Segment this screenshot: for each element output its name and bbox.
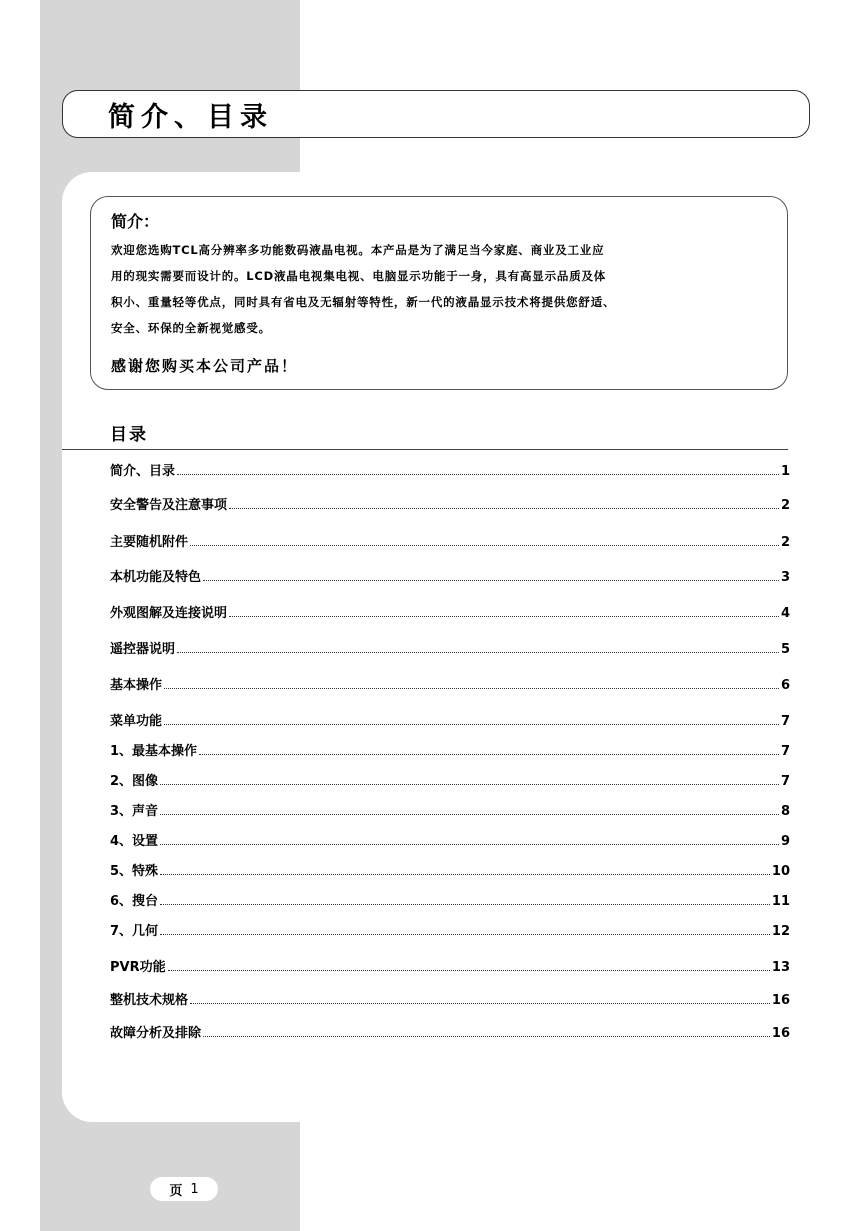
toc-entry-page: 7 bbox=[780, 714, 790, 729]
toc-leader-dots bbox=[203, 1035, 770, 1037]
toc-leader-dots bbox=[229, 507, 779, 509]
toc-entry-label: 4、设置 bbox=[110, 834, 159, 849]
intro-box bbox=[90, 196, 788, 390]
title-banner bbox=[62, 90, 810, 138]
toc-leader-dots bbox=[164, 723, 779, 725]
toc-entry-label: 遥控器说明 bbox=[110, 642, 176, 657]
page-title: 简介、目录 bbox=[108, 102, 273, 133]
toc-entry-page: 2 bbox=[780, 498, 790, 513]
toc-entry-label: 本机功能及特色 bbox=[110, 570, 202, 585]
toc-entry[interactable] bbox=[110, 491, 790, 513]
toc-leader-dots bbox=[199, 753, 779, 755]
toc-leader-dots bbox=[160, 873, 770, 875]
toc-entry-label: 外观图解及连接说明 bbox=[110, 606, 228, 621]
toc-entry[interactable] bbox=[110, 857, 790, 879]
toc-entry-page: 3 bbox=[780, 570, 790, 585]
intro-heading: 简介： bbox=[111, 212, 160, 231]
toc-leader-dots bbox=[160, 903, 770, 905]
toc-entry-page: 10 bbox=[771, 864, 790, 879]
toc-entry-page: 4 bbox=[780, 606, 790, 621]
intro-line: 欢迎您选购TCL高分辨率多功能数码液晶电视。本产品是为了满足当今家庭、商业及工业应 bbox=[111, 243, 605, 257]
toc-entry-page: 1 bbox=[780, 464, 790, 479]
toc-leader-dots bbox=[160, 783, 779, 785]
toc-leader-dots bbox=[229, 615, 779, 617]
toc-leader-dots bbox=[203, 579, 779, 581]
toc-entry[interactable] bbox=[110, 528, 790, 550]
toc-entry[interactable] bbox=[110, 953, 790, 975]
toc-leader-dots bbox=[160, 933, 770, 935]
toc-entry-label: 3、声音 bbox=[110, 804, 159, 819]
toc-entry[interactable] bbox=[110, 917, 790, 939]
toc-entry-label: 5、特殊 bbox=[110, 864, 159, 879]
toc-entry[interactable] bbox=[110, 887, 790, 909]
toc-entry[interactable] bbox=[110, 599, 790, 621]
toc-entry-label: 7、几何 bbox=[110, 924, 159, 939]
toc-entry[interactable] bbox=[110, 1019, 790, 1041]
toc-entry-label: 1、最基本操作 bbox=[110, 744, 198, 759]
toc-entry-page: 2 bbox=[780, 535, 790, 550]
toc-leader-dots bbox=[177, 473, 779, 475]
toc-entry-page: 7 bbox=[780, 774, 790, 789]
toc-divider bbox=[62, 449, 788, 450]
toc-entry-label: 简介、目录 bbox=[110, 464, 176, 479]
intro-body bbox=[111, 237, 795, 341]
toc-entry-label: 菜单功能 bbox=[110, 714, 163, 729]
toc-entry-page: 11 bbox=[771, 894, 790, 909]
toc-entry-label: 基本操作 bbox=[110, 678, 163, 693]
page-number-badge bbox=[150, 1177, 218, 1201]
toc-entry-label: 6、搜台 bbox=[110, 894, 159, 909]
toc-entry-label: 故障分析及排除 bbox=[110, 1026, 202, 1041]
toc-leader-dots bbox=[177, 651, 779, 653]
toc-entry-page: 16 bbox=[771, 993, 790, 1008]
toc-heading: 目录 bbox=[110, 425, 148, 445]
toc-leader-dots bbox=[190, 1002, 770, 1004]
toc-entry-page: 6 bbox=[780, 678, 790, 693]
toc-entry[interactable] bbox=[110, 737, 790, 759]
page-word: 页 bbox=[169, 1183, 183, 1199]
toc-entry-label: 2、图像 bbox=[110, 774, 159, 789]
toc-entry[interactable] bbox=[110, 707, 790, 729]
intro-line: 安全、环保的全新视觉感受。 bbox=[111, 321, 271, 335]
toc-entry[interactable] bbox=[110, 767, 790, 789]
toc-entry-page: 12 bbox=[771, 924, 790, 939]
toc-entry-label: PVR功能 bbox=[110, 960, 166, 975]
toc-entry-page: 16 bbox=[771, 1026, 790, 1041]
toc-entry[interactable] bbox=[110, 635, 790, 657]
toc-entry-page: 13 bbox=[771, 960, 790, 975]
toc-leader-dots bbox=[168, 969, 770, 971]
toc-leader-dots bbox=[190, 544, 779, 546]
toc-entry[interactable] bbox=[110, 986, 790, 1008]
toc-entry[interactable] bbox=[110, 671, 790, 693]
toc-entry-page: 7 bbox=[780, 744, 790, 759]
toc-entry-page: 9 bbox=[780, 834, 790, 849]
toc-entry-label: 整机技术规格 bbox=[110, 993, 189, 1008]
intro-thanks: 感谢您购买本公司产品！ bbox=[111, 357, 299, 375]
toc-entry-label: 安全警告及注意事项 bbox=[110, 498, 228, 513]
toc-leader-dots bbox=[160, 813, 779, 815]
page-number: 1 bbox=[190, 1181, 199, 1197]
intro-line: 用的现实需要而设计的。LCD液晶电视集电视、电脑显示功能于一身，具有高显示品质及体 bbox=[111, 269, 607, 283]
toc-entry-page: 5 bbox=[780, 642, 790, 657]
toc-entry[interactable] bbox=[110, 457, 790, 479]
toc-leader-dots bbox=[164, 687, 779, 689]
intro-line: 积小、重量轻等优点，同时具有省电及无辐射等特性，新一代的液晶显示技术将提供您舒适、 bbox=[111, 295, 616, 309]
toc-entry-label: 主要随机附件 bbox=[110, 535, 189, 550]
toc-entry[interactable] bbox=[110, 827, 790, 849]
toc-leader-dots bbox=[160, 843, 779, 845]
toc-entry[interactable] bbox=[110, 797, 790, 819]
toc-entry[interactable] bbox=[110, 563, 790, 585]
toc-entry-page: 8 bbox=[780, 804, 790, 819]
